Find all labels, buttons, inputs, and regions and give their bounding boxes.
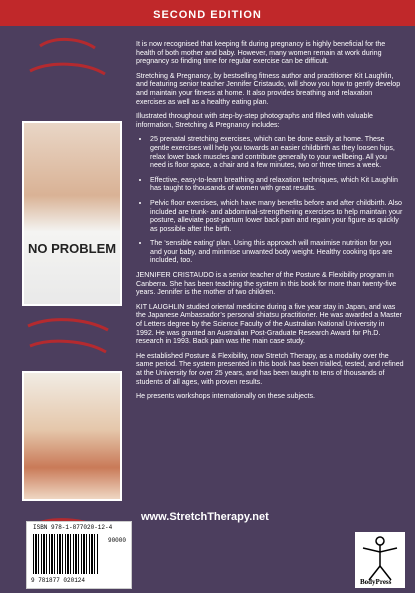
barcode (26, 521, 132, 589)
bio-kit: KIT LAUGHLIN studied oriental medicine during a five year stay in Japan, and was the Japanese Ambassador’s personal shiatsu practitioner. He was awarded a Master of Letters degree by the Science Faculty of the Australian National University in 1992. He was granted an Australian Post-Graduate Research Award for Ph.D. research in 1993. Back pain was the main case study. (136, 302, 402, 346)
website-link[interactable]: www.StretchTherapy.net (141, 511, 269, 523)
isbn-text: ISBN 978-1-877020-12-4 (33, 524, 113, 531)
shirt-text: NO PROBLEM (28, 241, 117, 256)
feature-list (136, 135, 404, 265)
feature-item: • Effective, easy-to-learn breathing and relaxation techniques, which Kit Laughlin has taught to thousands of women with great results. (150, 176, 404, 193)
feature-item: • 25 prenatal stretching exercises, which can be done easily at home. These gentle exercises will help you towards an easier childbirth as they loosen hips, relax lower back muscles and contribute generally to your wellbeing. All you need is floor space, a chair and a few minutes, two or three times a week. (150, 135, 404, 169)
intro-paragraph-2: Stretching & Pregnancy, by bestselling fitness author and practitioner Kit Laughlin, and featuring senior teacher Jennifer Cristaudo, will show you how to gently develop and maintain your fitness at home. It also provides breathing and relaxation exercises as well as a healthy eating plan. (136, 71, 401, 106)
feature-item: • The ‘sensible eating’ plan. Using this approach will maximise nutrition for you and your baby, and minimise unwanted body weight. Healthy cooking tips are included, too. (150, 239, 404, 265)
feature-item: • Pelvic floor exercises, which have many benefits before and after childbirth. Also included are trunk- and abdominal-strengthening exercises to help maintain your posture, alleviate post-partum lower back pain and regain your figure as quickly as possible after the birth. (150, 199, 404, 233)
edition-banner: SECOND EDITION (0, 0, 415, 26)
intro-paragraph-1: It is now recognised that keeping fit during pregnancy is highly beneficial for the health of both mother and baby. However, many women remain at work during pregnancy so finding time for regular exercise can be difficult. (136, 40, 386, 66)
bio-kit-2: He established Posture & Flexibility, now Stretch Therapy, as a modality over the same period. The system presented in this book has been trialled, tested, and refined at the University for over 25 years, and has been taught to tens of thousands of students of all ages, with proven results. (136, 351, 404, 386)
barcode-number: 9 781877 020124 (31, 577, 86, 584)
bio-kit-3: He presents workshops internationally on these subjects. (136, 392, 316, 401)
back-cover-text (136, 40, 404, 407)
spine-illustration (0, 26, 135, 593)
intro-paragraph-3: Illustrated throughout with step-by-step photographs and filled with valuable information, Stretching & Pregnancy includes: (136, 112, 373, 129)
publisher-name: BodyPress (360, 578, 392, 586)
author-photo (22, 121, 122, 306)
bio-jennifer: JENNIFER CRISTAUDO is a senior teacher of the Posture & Flexibility program in Canberra. She has been teaching the system in this book for more than twenty-five years. Jennifer is the mother of two children. (136, 271, 397, 297)
price-code: 90000 (107, 537, 126, 544)
family-photo (22, 371, 122, 501)
barcode-bars (33, 534, 99, 574)
